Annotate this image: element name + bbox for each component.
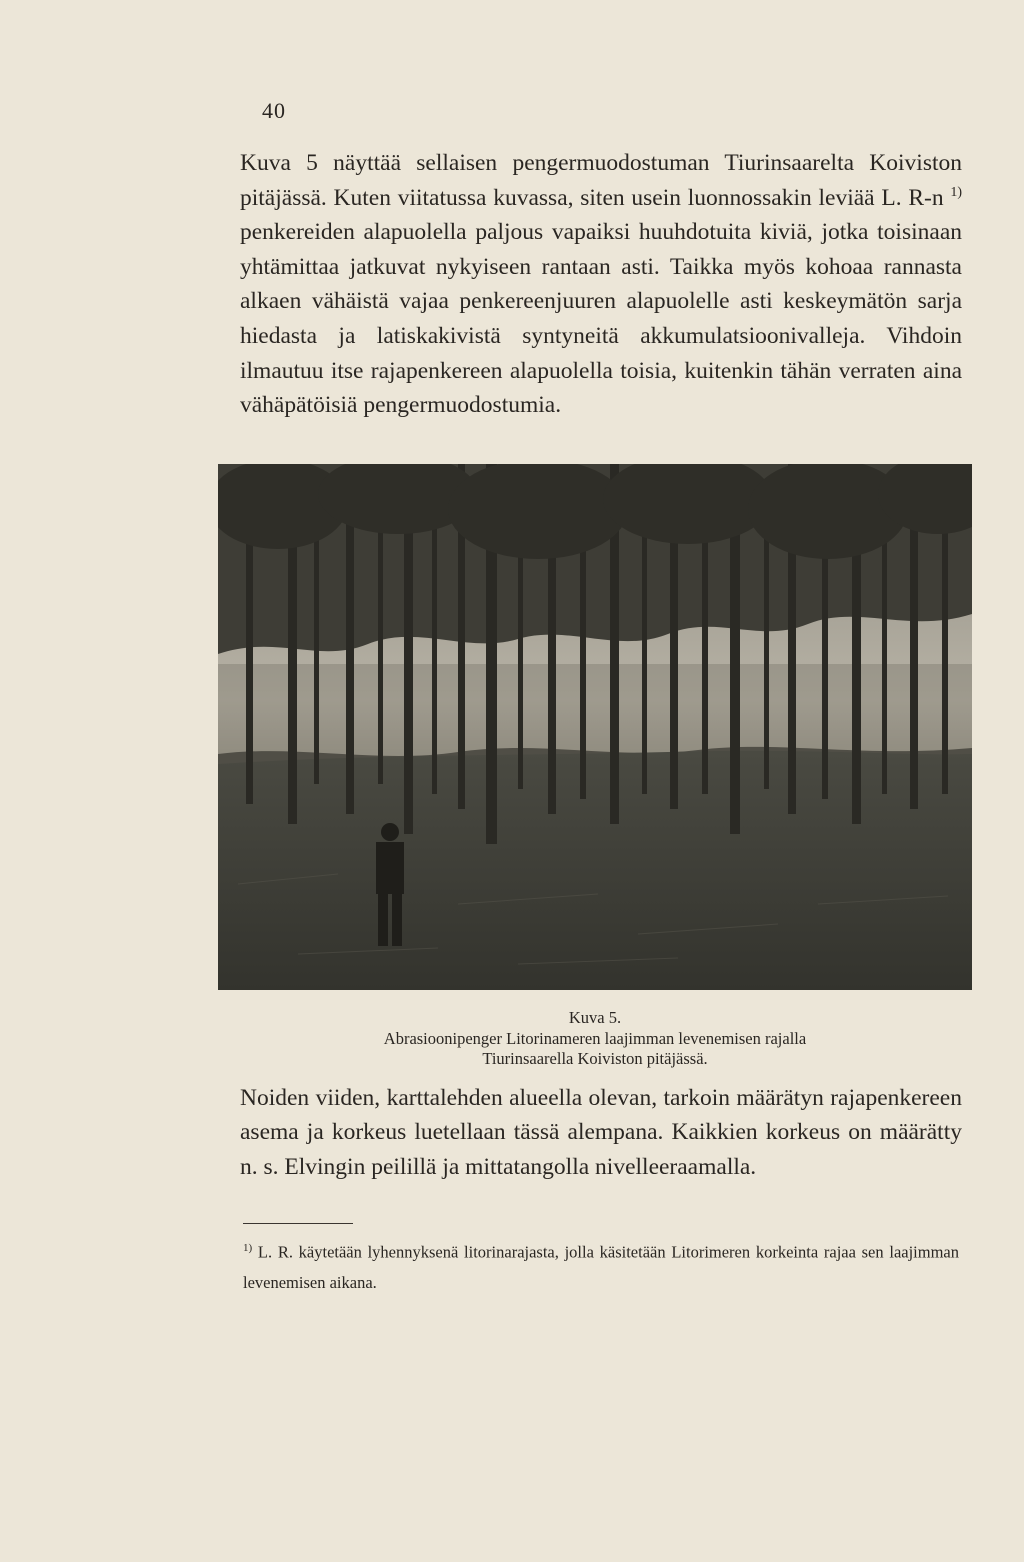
paragraph-heights: Noiden viiden, karttalehden alueella olevan, tarkoin määrätyn rajapenkereen asema ja korkeus luetellaan tässä alempana. Kaikkien korkeus on määrätty n. s. Elvingin peilillä ja mittatangolla nivelleeraamalla. xyxy=(240,1085,962,1180)
figure-caption xyxy=(218,1029,972,1068)
footnote-reference: 1) xyxy=(950,184,962,200)
figure-caption-line-1: Abrasioonipenger Litorinameren laajimman levenemisen rajalla xyxy=(383,1029,807,1048)
forest-photograph xyxy=(218,464,972,990)
footnote-divider xyxy=(243,1223,353,1224)
paragraph-intro-text-a: Kuva 5 näyttää sellaisen pengermuodostuman Tiurinsaarelta Koiviston pitäjässä. Kuten viitatussa kuvassa, siten usein luonnossakin leviää L. R-n xyxy=(240,150,962,211)
figure-label: Kuva 5. xyxy=(568,1008,622,1027)
figure-caption-line-2: Tiurinsaarella Koiviston pitäjässä. xyxy=(482,1048,708,1068)
footnote-text: L. R. käytetään lyhennyksenä litorinarajasta, jolla käsitetään Litorimeren korkeinta rajaa sen laajimman levenemisen aikana. xyxy=(243,1242,959,1292)
paragraph-intro xyxy=(240,146,962,423)
paragraph-intro-text-b: penkereiden alapuolella paljous vapaiksi huuhdotuita kiviä, jotka toisinaan yhtämittaa jatkuvat nykyiseen rantaan asti. Taikka myös kohoaa rannasta alkaen vähäistä vajaa penkereenjuuren alapuolelle asti keskeymätön sarja hiedasta ja latiskakivistä syntyneitä akkumulatsioonivalleja. Vihdoin ilmautuu itse rajapenkereen alapuolella toisia, kuitenkin tähän verraten aina vähäpätöisiä pengermuodostumia. xyxy=(240,219,962,419)
footnote-mark: 1) xyxy=(243,1242,253,1254)
footnote xyxy=(243,1233,959,1298)
forest-photo-drawing xyxy=(218,464,972,990)
page-number: 40 xyxy=(262,98,286,123)
